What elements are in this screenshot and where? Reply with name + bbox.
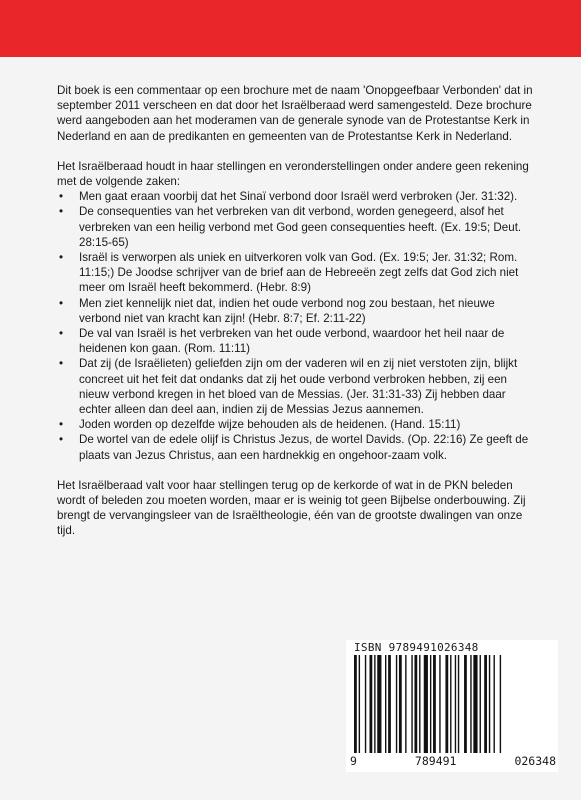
barcode-bar — [411, 655, 412, 753]
bullet-item: • Joden worden op dezelfde wijze behouden als de heidenen. (Hand. 15:11) — [57, 417, 537, 432]
barcode-bar — [385, 655, 386, 753]
barcode-bar — [359, 655, 360, 753]
barcode-bar — [405, 655, 406, 753]
back-cover-text — [57, 83, 537, 554]
barcode-bar — [458, 655, 459, 753]
bullet-item: • Men gaat eraan voorbij dat het Sinaï verbond door Israël werd verbroken (Jer. 31:32). — [57, 189, 537, 204]
bullet-item: • Dat zij (de Israëlieten) geliefden zijn om der vaderen wil en zij niet verstoten zijn, blijkt concreet uit het feit dat ondanks dat zij het oude verbond verbroken hebben, zij een nieuw verbond kregen in het bloed van de Messias. (Jer. 31:31-33) Zij hebben daar echter alleen dan deel aan, indien zij de Messias Jezus aannemen. — [57, 356, 537, 417]
closing-paragraph: Het Israëlberaad valt voor haar stellingen terug op de kerkorde of wat in de PKN beleden wordt of beleden zou moeten worden, maar er is weinig tot geen Bijbelse onderbouwing. Zij brengt de vervangingsleer van de Israëltheologie, één van de grootste dwalingen van onze tijd. — [57, 478, 526, 538]
barcode-bar — [484, 655, 487, 753]
barcode-bar — [489, 655, 490, 753]
barcode-bar — [370, 655, 373, 753]
barcode-bar — [470, 655, 471, 753]
barcode-bar — [494, 655, 495, 753]
bullet-item: • De wortel van de edele olijf is Christus Jezus, de wortel Davids. (Op. 22:16) Ze geeft de plaats van Jezus Christus, aan een hardnekkig en ongehoor-zaam volk. — [57, 432, 537, 462]
bullet-item: • Israël is verworpen als uniek en uitverkoren volk van God. (Ex. 19:5; Jer. 31:32; Rom. 11:15;) De Joodse schrijver van de brief aan de Hebreeën zegt zelfs dat God zich niet meer om Israël heeft bekommerd. (Hebr. 8:9) — [57, 250, 537, 296]
barcode-bar — [419, 655, 420, 753]
barcode-bar — [473, 655, 477, 753]
barcode-bar — [377, 655, 381, 753]
barcode-bars — [352, 655, 552, 755]
intro-paragraph: Dit boek is een commentaar op een brochure met de naam 'Onopgeefbaar Verbonden' dat in september 2011 verscheen en dat door het Israëlberaad werd samengesteld. Deze brochure werd aangeboden aan het moderamen van de generale synode van de Protestantse Kerk in Nederland en aan de predikanten en gemeenten van de Protestantse Kerk in Nederland. — [57, 84, 533, 143]
barcode-digit-group: 026348 — [514, 754, 556, 768]
barcode-bar — [399, 655, 402, 753]
barcode-bar — [396, 655, 397, 753]
barcode-bar — [414, 655, 417, 753]
barcode-bar — [455, 655, 456, 753]
lead-paragraph: Het Israëlberaad houdt in haar stellingen en veronderstellingen onder andere geen rekening met de volgende zaken: — [57, 159, 529, 189]
barcode-bar — [374, 655, 375, 753]
bullet-list — [57, 189, 537, 463]
barcode-bar — [354, 655, 357, 753]
barcode-bar — [430, 655, 431, 753]
cover-top-band — [0, 0, 581, 57]
barcode-bar — [450, 655, 451, 753]
bullet-item: • Men ziet kennelijk niet dat, indien het oude verbond nog zou bestaan, het nieuwe verbond niet van kracht kan zijn! (Hebr. 8:7; Ef. 2:11-22) — [57, 296, 537, 326]
isbn-barcode — [346, 640, 558, 772]
barcode-digit-group: 789491 — [414, 754, 457, 768]
barcode-digit-group: 9 — [350, 754, 357, 768]
barcode-bar — [439, 655, 440, 753]
barcode-bar — [500, 655, 501, 753]
barcode-bar — [433, 655, 436, 753]
barcode-bar — [445, 655, 448, 753]
barcode-bar — [464, 655, 467, 753]
bullet-item: • De val van Israël is het verbreken van het oude verbond, waardoor het heil naar de heidenen kon gaan. (Rom. 11:11) — [57, 326, 537, 356]
barcode-digits — [350, 754, 556, 768]
barcode-bar — [424, 655, 428, 753]
bullet-item: • De consequenties van het verbreken van dit verbond, worden genegeerd, alsof het verbreken van een heilig verbond met God geen consequenties heeft. (Ex. 19:5; Deut. 28:15-65) — [57, 204, 537, 250]
barcode-bar — [365, 655, 366, 753]
barcode-bar — [480, 655, 481, 753]
isbn-label: ISBN 9789491026348 — [354, 641, 479, 654]
barcode-bar — [388, 655, 391, 753]
